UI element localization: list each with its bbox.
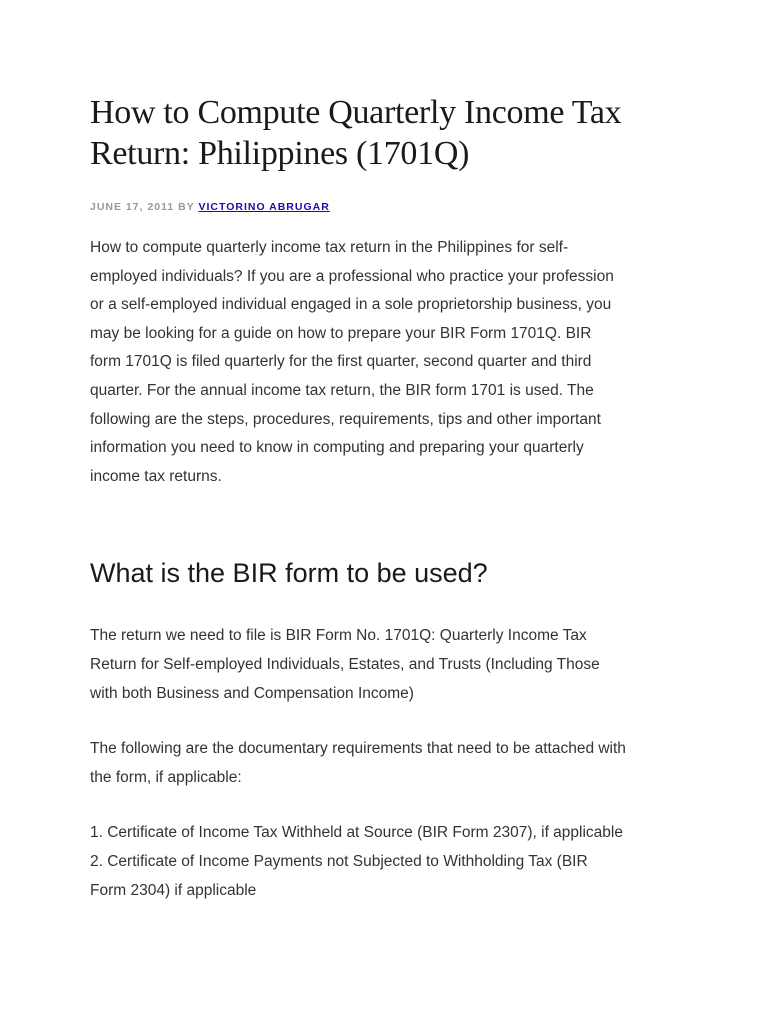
paragraph-line: Return for Self-employed Individuals, Estates, and Trusts (Including Those (90, 655, 600, 673)
paragraph-line: income tax returns. (90, 467, 222, 485)
list-item (90, 848, 690, 905)
paragraph-line: quarter. For the annual income tax return, the BIR form 1701 is used. The (90, 381, 594, 399)
paragraph-line: The return we need to file is BIR Form No. 1701Q: Quarterly Income Tax (90, 627, 587, 645)
paragraph-line: form 1701Q is filed quarterly for the first quarter, second quarter and third (90, 353, 592, 371)
article (90, 92, 690, 905)
article-title-line: Return: Philippines (1701Q) (90, 135, 470, 172)
requirements-list (90, 819, 690, 905)
article-meta (90, 200, 690, 214)
return-form-paragraph (90, 622, 690, 708)
requirements-intro-paragraph (90, 735, 690, 792)
paragraph-line: with both Business and Compensation Income) (90, 684, 414, 702)
paragraph-line: information you need to know in computing and preparing your quarterly (90, 439, 584, 457)
author-link[interactable]: VICTORINO ABRUGAR (198, 201, 330, 213)
list-item-line: 1. Certificate of Income Tax Withheld at Source (BIR Form 2307), if applicable (90, 824, 623, 842)
paragraph-line: How to compute quarterly income tax return in the Philippines for self- (90, 239, 569, 256)
paragraph-line: or a self-employed individual engaged in a sole proprietorship business, you (90, 296, 612, 314)
article-title-line: How to Compute Quarterly Income Tax (90, 94, 622, 131)
post-date: JUNE 17, 2011 (90, 201, 175, 213)
list-item-line: 2. Certificate of Income Payments not Subjected to Withholding Tax (BIR (90, 852, 588, 870)
paragraph-line: following are the steps, procedures, requirements, tips and other important (90, 410, 601, 428)
list-item-line: Form 2304) if applicable (90, 881, 257, 899)
list-item (90, 819, 690, 848)
paragraph-line: the form, if applicable: (90, 768, 242, 786)
paragraph-line: employed individuals? If you are a professional who practice your profession (90, 267, 614, 285)
section-heading: What is the BIR form to be used? (90, 558, 488, 589)
byline-label: BY (178, 201, 195, 213)
paragraph-line: may be looking for a guide on how to prepare your BIR Form 1701Q. BIR (90, 324, 592, 342)
intro-paragraph (90, 234, 690, 491)
paragraph-line: The following are the documentary requirements that need to be attached with (90, 740, 626, 758)
article-title (90, 92, 690, 174)
